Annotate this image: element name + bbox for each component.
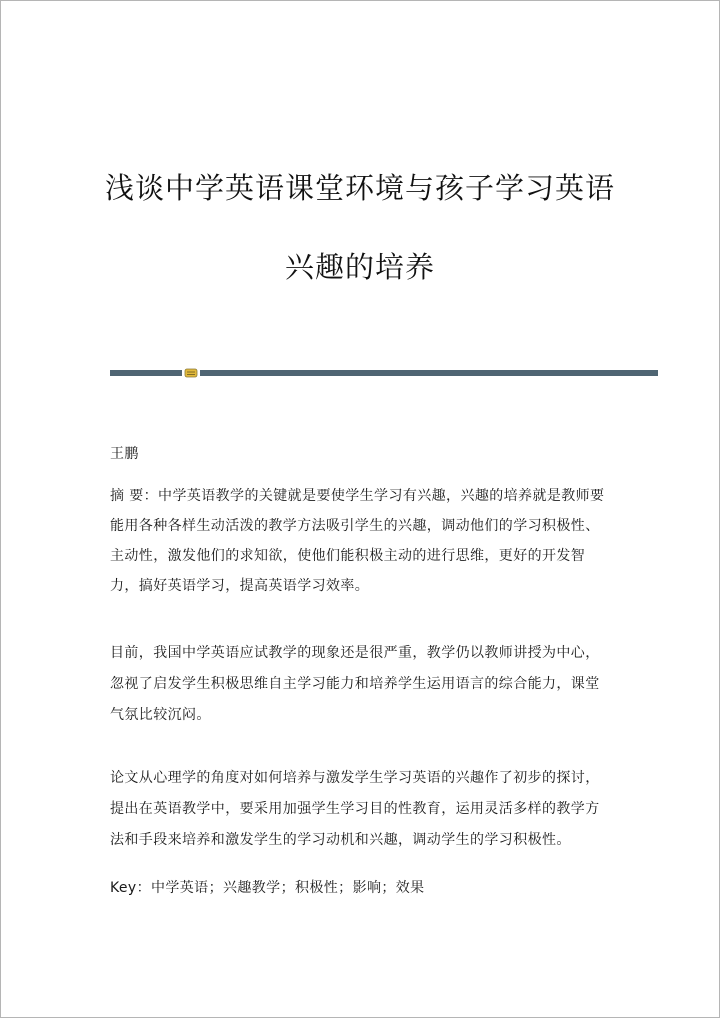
keywords-line: Key：中学英语；兴趣教学；积极性；影响；效果 xyxy=(110,880,425,896)
abstract-line: 摘 要：中学英语教学的关键就是要使学生学习有兴趣，兴趣的培养就是教师要 xyxy=(110,488,605,504)
paragraph-line: 论文从心理学的角度对如何培养与激发学生学习英语的兴趣作了初步的探讨， xyxy=(110,770,600,786)
paragraph-line: 气氛比较沉闷。 xyxy=(110,707,211,723)
paragraph-line: 提出在英语教学中，要采用加强学生学习目的性教育，运用灵活多样的教学方 xyxy=(110,801,600,817)
body-paragraph-approach xyxy=(110,763,610,856)
divider-bar-right xyxy=(200,370,658,376)
body-paragraph-current-situation xyxy=(110,638,610,731)
document-title-line-1: 浅谈中学英语课堂环境与孩子学习英语 xyxy=(104,171,615,205)
abstract-line: 能用各种各样生动活泼的教学方法吸引学生的兴趣，调动他们的学习积极性、 xyxy=(110,518,600,534)
document-title-line-2: 兴趣的培养 xyxy=(284,250,435,284)
abstract-line: 力，搞好英语学习，提高英语学习效率。 xyxy=(110,578,370,594)
paragraph-line: 目前，我国中学英语应试教学的现象还是很严重，教学仍以教师讲授为中心， xyxy=(110,645,600,661)
author-name: 王鹏 xyxy=(110,446,139,462)
divider-bar-left xyxy=(110,370,182,376)
paragraph-line: 法和手段来培养和激发学生的学习动机和兴趣，调动学生的学习积极性。 xyxy=(110,832,571,848)
divider-ornament-icon xyxy=(184,368,198,378)
title-divider xyxy=(110,368,658,378)
abstract-line: 主动性，激发他们的求知欲，使他们能积极主动的进行思维，更好的开发智 xyxy=(110,548,586,564)
paragraph-line: 忽视了启发学生积极思维自主学习能力和培养学生运用语言的综合能力，课堂 xyxy=(110,676,600,692)
abstract-paragraph xyxy=(110,481,610,601)
